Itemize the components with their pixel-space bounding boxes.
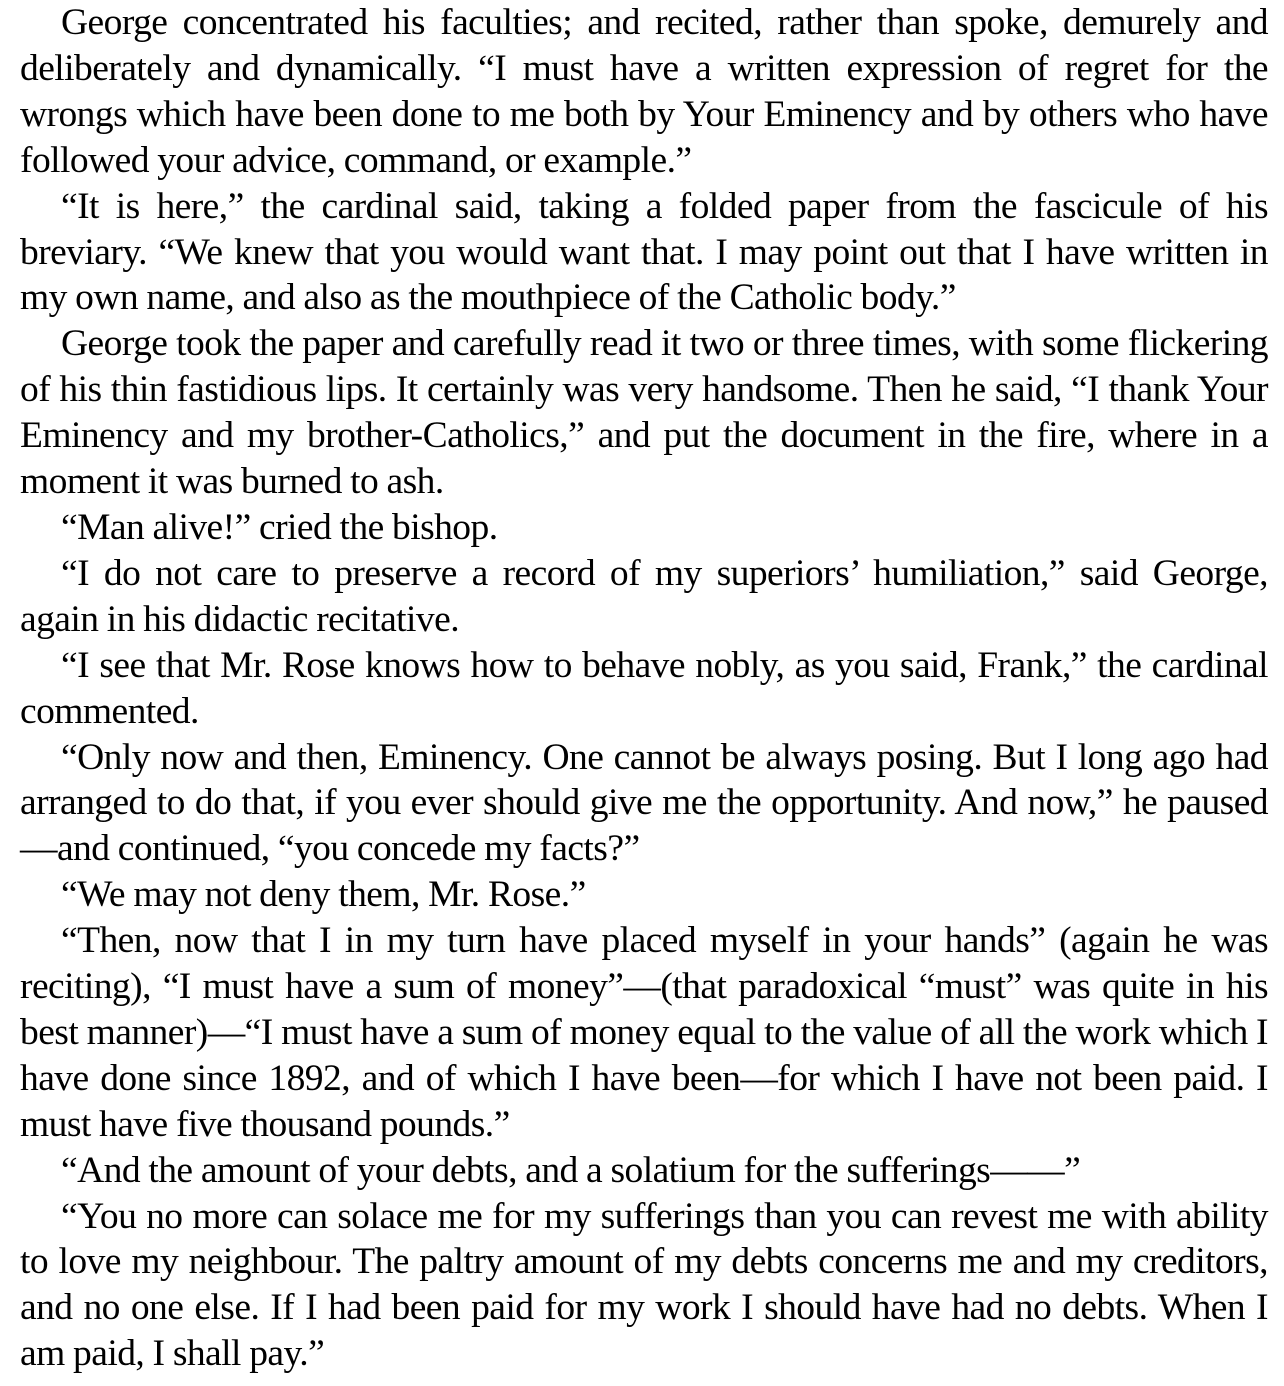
paragraph: “We may not deny them, Mr. Rose.” — [61, 874, 586, 916]
paragraph: “Only now and then, Eminency. One cannot be always posing. But I long ago had arranged to do that, if you ever should give me the opportunity. And now,” he paused—and continued, “you concede my facts?” — [20, 736, 1268, 870]
paragraph: “It is here,” the cardinal said, taking a folded paper from the fascicule of his breviary. “We knew that you would want that. I may point out that I have written in my own name, and also as the mouthpiece of the Catholic body.” — [20, 185, 1268, 319]
paragraph: “Then, now that I in my turn have placed myself in your hands” (again he was reciting), “I must have a sum of money”—(that paradoxical “must” was quite in his best manner)—“I must have a sum of money equal to the value of all the work which I have done since 1892, and of which I have been—for which I have not been paid. I must have five thousand pounds.” — [20, 920, 1268, 1145]
paragraph: George took the paper and carefully read it two or three times, with some flickering of his thin fastidious lips. It certainly was very handsome. Then he said, “I thank Your Eminency and my brother-Catholics,” and put the document in the fire, where in a moment it was burned to ash. — [20, 323, 1268, 503]
paragraph: “I do not care to preserve a record of my superiors’ humiliation,” said George, again in his didactic recitative. — [20, 552, 1268, 640]
paragraph: “You no more can solace me for my sufferings than you can revest me with ability to love my neighbour. The paltry amount of my debts concerns me and my creditors, and no one else. If I had been paid for my work I should have had no debts. When I am paid, I shall pay.” — [20, 1195, 1268, 1375]
paragraph: George concentrated his faculties; and recited, rather than spoke, demurely and deliberately and dynamically. “I must have a written expression of regret for the wrongs which have been done to me both by Your Eminency and by others who have followed your advice, command, or example.” — [20, 2, 1268, 181]
paragraph: “I see that Mr. Rose knows how to behave nobly, as you said, Frank,” the cardinal commented. — [20, 644, 1268, 732]
paragraph: “And the amount of your debts, and a solatium for the sufferings——” — [61, 1149, 1081, 1191]
paragraph: “Man alive!” cried the bishop. — [61, 506, 498, 548]
